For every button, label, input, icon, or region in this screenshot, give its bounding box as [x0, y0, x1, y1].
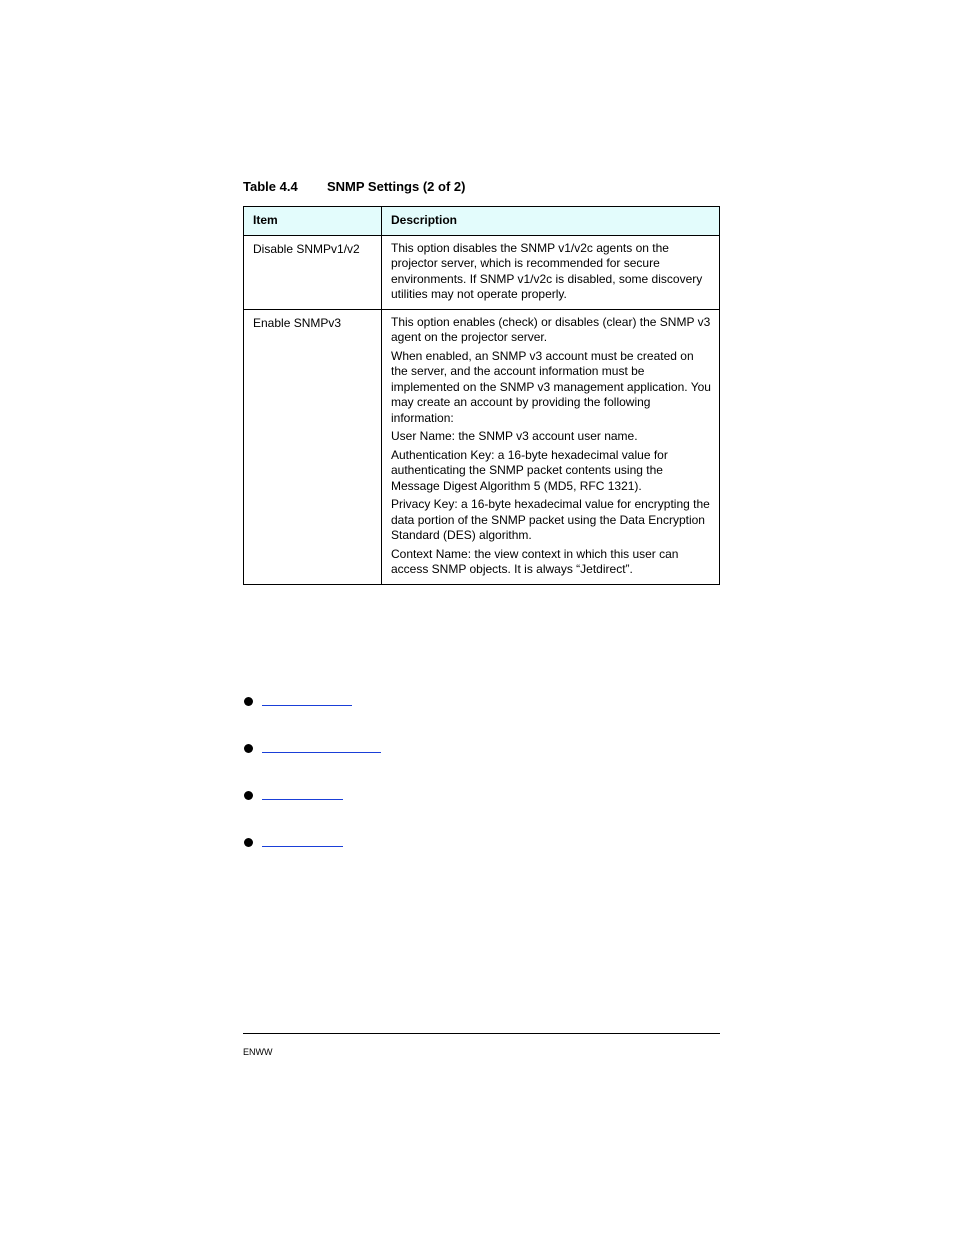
footer-label: ENWW: [243, 1047, 273, 1057]
related-links-list: [243, 695, 381, 883]
bullet-icon: [244, 697, 253, 706]
list-item: [243, 695, 381, 742]
bullet-icon: [244, 838, 253, 847]
description-paragraph: This option disables the SNMP v1/v2c agents on the projector server, which is recommended for secure environments. If SNMP v1/v2c is disabled, some discovery utilities may not operate properly.: [391, 240, 703, 301]
list-item: [243, 789, 381, 836]
footer-divider: [243, 1033, 720, 1034]
description-paragraph: When enabled, an SNMP v3 account must be created on the server, and the account information must be implemented on the SNMP v3 management application. You may create an account by providing the following information:: [391, 348, 711, 425]
column-header-item: Item: [244, 207, 382, 236]
description-paragraph: Privacy Key: a 16-byte hexadecimal value for encrypting the data portion of the SNMP packet using the Data Encryption Standard (DES) algorithm.: [391, 497, 710, 542]
snmp-settings-table: [243, 206, 720, 585]
description-paragraph: User Name: the SNMP v3 account user name.: [391, 429, 638, 443]
table-row: [244, 235, 720, 309]
related-link-1[interactable]: [262, 695, 352, 706]
related-link-4[interactable]: [262, 836, 343, 847]
list-item: [243, 836, 381, 883]
item-cell: Disable SNMPv1/v2: [244, 235, 382, 309]
description-paragraph: Context Name: the view context in which this user can access SNMP objects. It is always “Jetdirect”.: [391, 546, 679, 576]
column-header-description: Description: [382, 207, 720, 236]
bullet-icon: [244, 791, 253, 800]
table-title: SNMP Settings (2 of 2): [327, 179, 466, 194]
table-header-row: [244, 207, 720, 236]
list-item: [243, 742, 381, 789]
item-cell: Enable SNMPv3: [244, 309, 382, 584]
description-cell: [382, 235, 720, 309]
table-row: [244, 309, 720, 584]
description-paragraph: This option enables (check) or disables (clear) the SNMP v3 agent on the projector server.: [391, 314, 711, 344]
table-number: Table 4.4: [243, 179, 298, 194]
related-link-3[interactable]: [262, 789, 343, 800]
description-paragraph: Authentication Key: a 16-byte hexadecimal value for authenticating the SNMP packet contents using the Message Digest Algorithm 5 (MD5, RFC 1321).: [391, 447, 668, 493]
table-caption: [243, 179, 465, 194]
description-cell: [382, 309, 720, 584]
bullet-icon: [244, 744, 253, 753]
related-link-2[interactable]: [262, 742, 381, 753]
